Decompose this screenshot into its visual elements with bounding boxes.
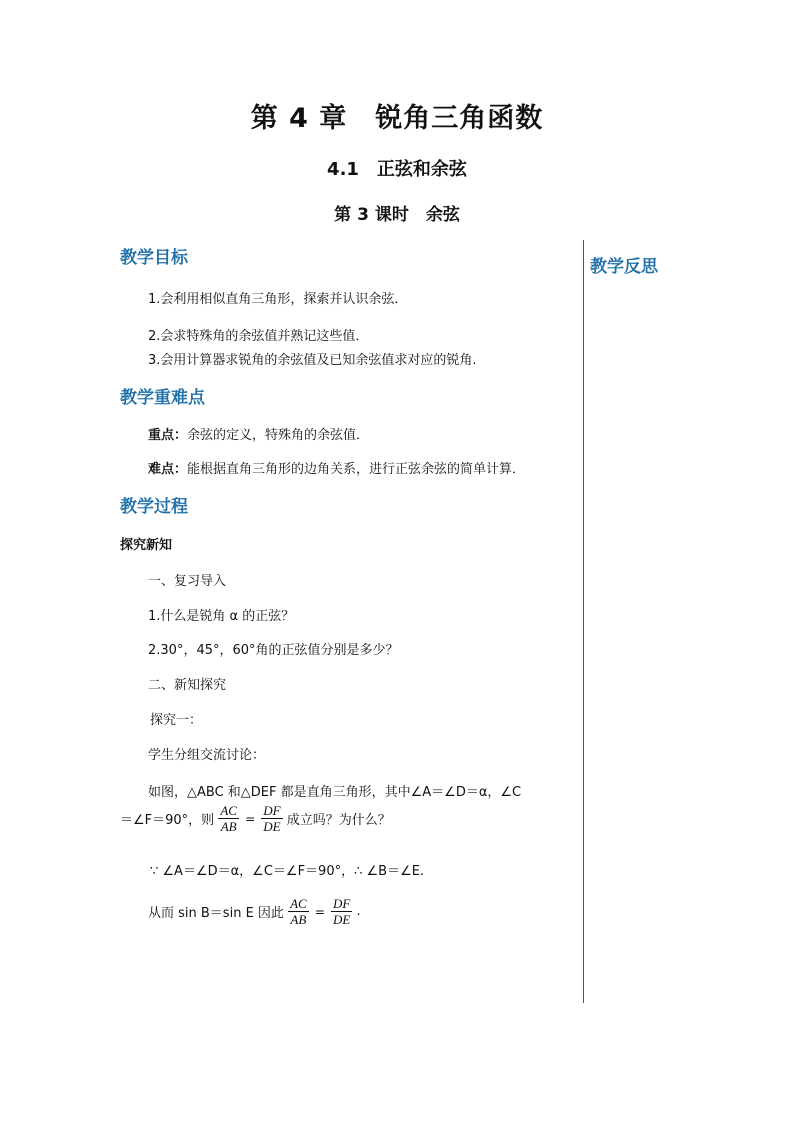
difficult-point bbox=[148, 458, 525, 477]
lesson-title: 第 3 课时 余弦 bbox=[334, 205, 460, 225]
chapter-title: 第 4 章 锐角三角函数 bbox=[250, 103, 544, 134]
fraction-ac-ab-denominator: AB bbox=[220, 819, 237, 834]
explore-heading: 探究新知 bbox=[120, 538, 173, 553]
difficult-label: 难点： bbox=[148, 462, 188, 477]
because-line: ∵ ∠A＝∠D＝α，∠C＝∠F＝90°，∴ ∠B＝∠E. bbox=[150, 864, 425, 879]
reflection-heading: 教学反思 bbox=[590, 257, 658, 277]
figure-text-line-2 bbox=[120, 803, 391, 834]
objective-item-1: 1.会利用相似直角三角形，探索并认识余弦． bbox=[148, 292, 408, 307]
equals-sign: = bbox=[245, 811, 256, 826]
fraction-df-de-2-denominator: DE bbox=[333, 912, 351, 927]
fraction-df-de-denominator: DE bbox=[263, 819, 281, 834]
question-1: 1.什么是锐角 α 的正弦？ bbox=[148, 609, 295, 624]
fraction-ac-ab-2-denominator: AB bbox=[290, 912, 307, 927]
objectives-heading: 教学目标 bbox=[120, 248, 188, 268]
fraction-ac-ab bbox=[218, 803, 239, 834]
equals-sign-2: = bbox=[314, 904, 325, 919]
figure-text-line-2-b: 成立吗？为什么？ bbox=[286, 813, 391, 828]
fraction-ac-ab-numerator: AC bbox=[220, 803, 237, 818]
key-point bbox=[148, 424, 369, 443]
process-heading: 教学过程 bbox=[120, 497, 188, 517]
key-label: 重点： bbox=[148, 428, 188, 443]
column-divider bbox=[583, 240, 584, 1003]
fraction-df-de-2 bbox=[331, 896, 352, 927]
keypoints-heading: 教学重难点 bbox=[120, 388, 205, 408]
objective-item-3: 3.会用计算器求锐角的余弦值及已知余弦值求对应的锐角. bbox=[148, 353, 477, 368]
section-title: 4.1 正弦和余弦 bbox=[327, 159, 467, 180]
difficult-text: 能根据直角三角形的边角关系，进行正弦余弦的简单计算． bbox=[187, 462, 526, 477]
review-title: 一、复习导入 bbox=[148, 574, 227, 589]
figure-text-line-1: 如图，△ABC 和△DEF 都是直角三角形，其中∠A＝∠D＝α，∠C bbox=[148, 785, 522, 800]
so-line bbox=[148, 896, 361, 927]
fraction-df-de-numerator: DF bbox=[263, 803, 281, 818]
discuss-text: 学生分组交流讨论： bbox=[148, 748, 266, 763]
question-2: 2.30°，45°，60°角的正弦值分别是多少？ bbox=[148, 643, 399, 658]
figure-text-line-2-a: ＝∠F＝90°，则 bbox=[120, 813, 215, 828]
fraction-df-de-2-numerator: DF bbox=[333, 896, 351, 911]
explore-one-label: 探究一： bbox=[150, 713, 203, 728]
new-knowledge-title: 二、新知探究 bbox=[148, 678, 227, 693]
so-line-b: . bbox=[356, 904, 361, 919]
objective-item-2: 2.会求特殊角的余弦值并熟记这些值． bbox=[148, 329, 369, 344]
fraction-df-de bbox=[261, 803, 282, 834]
fraction-ac-ab-2 bbox=[288, 896, 309, 927]
fraction-ac-ab-2-numerator: AC bbox=[290, 896, 307, 911]
key-text: 余弦的定义，特殊角的余弦值． bbox=[187, 428, 370, 443]
so-line-a: 从而 sin B＝sin E 因此 bbox=[148, 906, 284, 921]
